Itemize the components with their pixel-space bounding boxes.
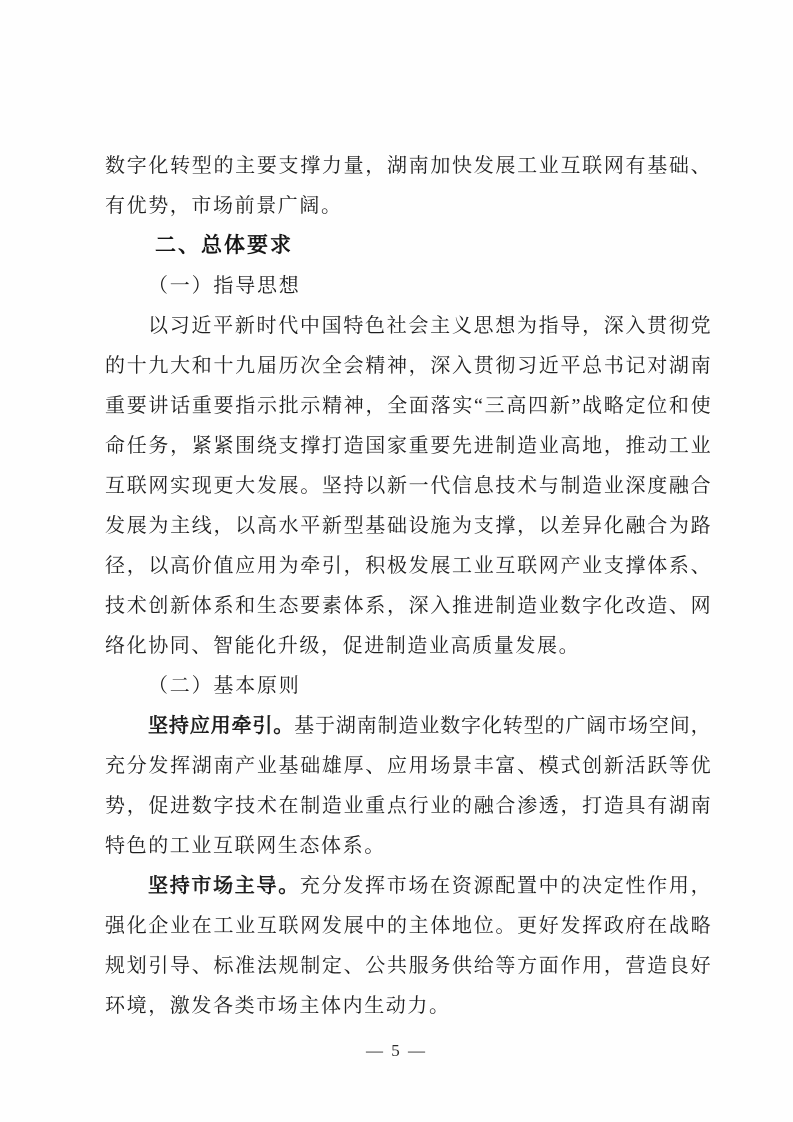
paragraph-line: 势，促进数字技术在制造业重点行业的融合渗透，打造具有湖南 xyxy=(105,795,711,817)
subsection-heading: （一）指导思想 xyxy=(148,275,301,297)
paragraph-line: 规划引导、标准法规制定、公共服务供给等方面作用，营造良好 xyxy=(105,955,711,977)
paragraph-line: 的十九大和十九届历次全会精神，深入贯彻习近平总书记对湖南 xyxy=(105,355,711,377)
paragraph-line: 径，以高价值应用为牵引，积极发展工业互联网产业支撑体系、 xyxy=(105,555,711,577)
paragraph-line: 重要讲话重要指示批示精神，全面落实“三高四新”战略定位和使 xyxy=(105,395,711,417)
section-heading: 二、总体要求 xyxy=(155,234,293,257)
paragraph-line: 环境，激发各类市场主体内生动力。 xyxy=(105,995,451,1017)
document-content xyxy=(105,146,711,1026)
paragraph-line: 充分发挥湖南产业基础雄厚、应用场景丰富、模式创新活跃等优 xyxy=(105,755,711,777)
subsection-heading: （二）基本原则 xyxy=(148,675,301,697)
paragraph-text: 充分发挥市场在资源配置中的决定性作用， xyxy=(299,875,711,897)
paragraph-line xyxy=(105,866,711,906)
paragraph-line: 有优势，市场前景广阔。 xyxy=(105,195,343,217)
paragraph-text: 基于湖南制造业数字化转型的广阔市场空间， xyxy=(294,715,711,737)
bold-lead: 坚持应用牵引。 xyxy=(148,715,295,737)
paragraph-line: 特色的工业互联网生态体系。 xyxy=(105,835,386,857)
page-number: — 5 — xyxy=(366,1041,427,1060)
paragraph-line: 互联网实现更大发展。坚持以新一代信息技术与制造业深度融合 xyxy=(105,475,711,497)
bold-lead: 坚持市场主导。 xyxy=(148,875,300,897)
paragraph-line: 络化协同、智能化升级，促进制造业高质量发展。 xyxy=(105,635,581,657)
paragraph-line xyxy=(105,706,711,746)
paragraph-line: 技术创新体系和生态要素体系，深入推进制造业数字化改造、网 xyxy=(105,595,711,617)
paragraph-line: 命任务，紧紧围绕支撑打造国家重要先进制造业高地，推动工业 xyxy=(105,435,711,457)
paragraph-line: 以习近平新时代中国特色社会主义思想为指导，深入贯彻党 xyxy=(148,315,711,337)
paragraph-line: 数字化转型的主要支撑力量，湖南加快发展工业互联网有基础、 xyxy=(105,155,711,177)
paragraph-line: 强化企业在工业互联网发展中的主体地位。更好发挥政府在战略 xyxy=(105,915,711,937)
paragraph-line: 发展为主线，以高水平新型基础设施为支撑，以差异化融合为路 xyxy=(105,515,711,537)
